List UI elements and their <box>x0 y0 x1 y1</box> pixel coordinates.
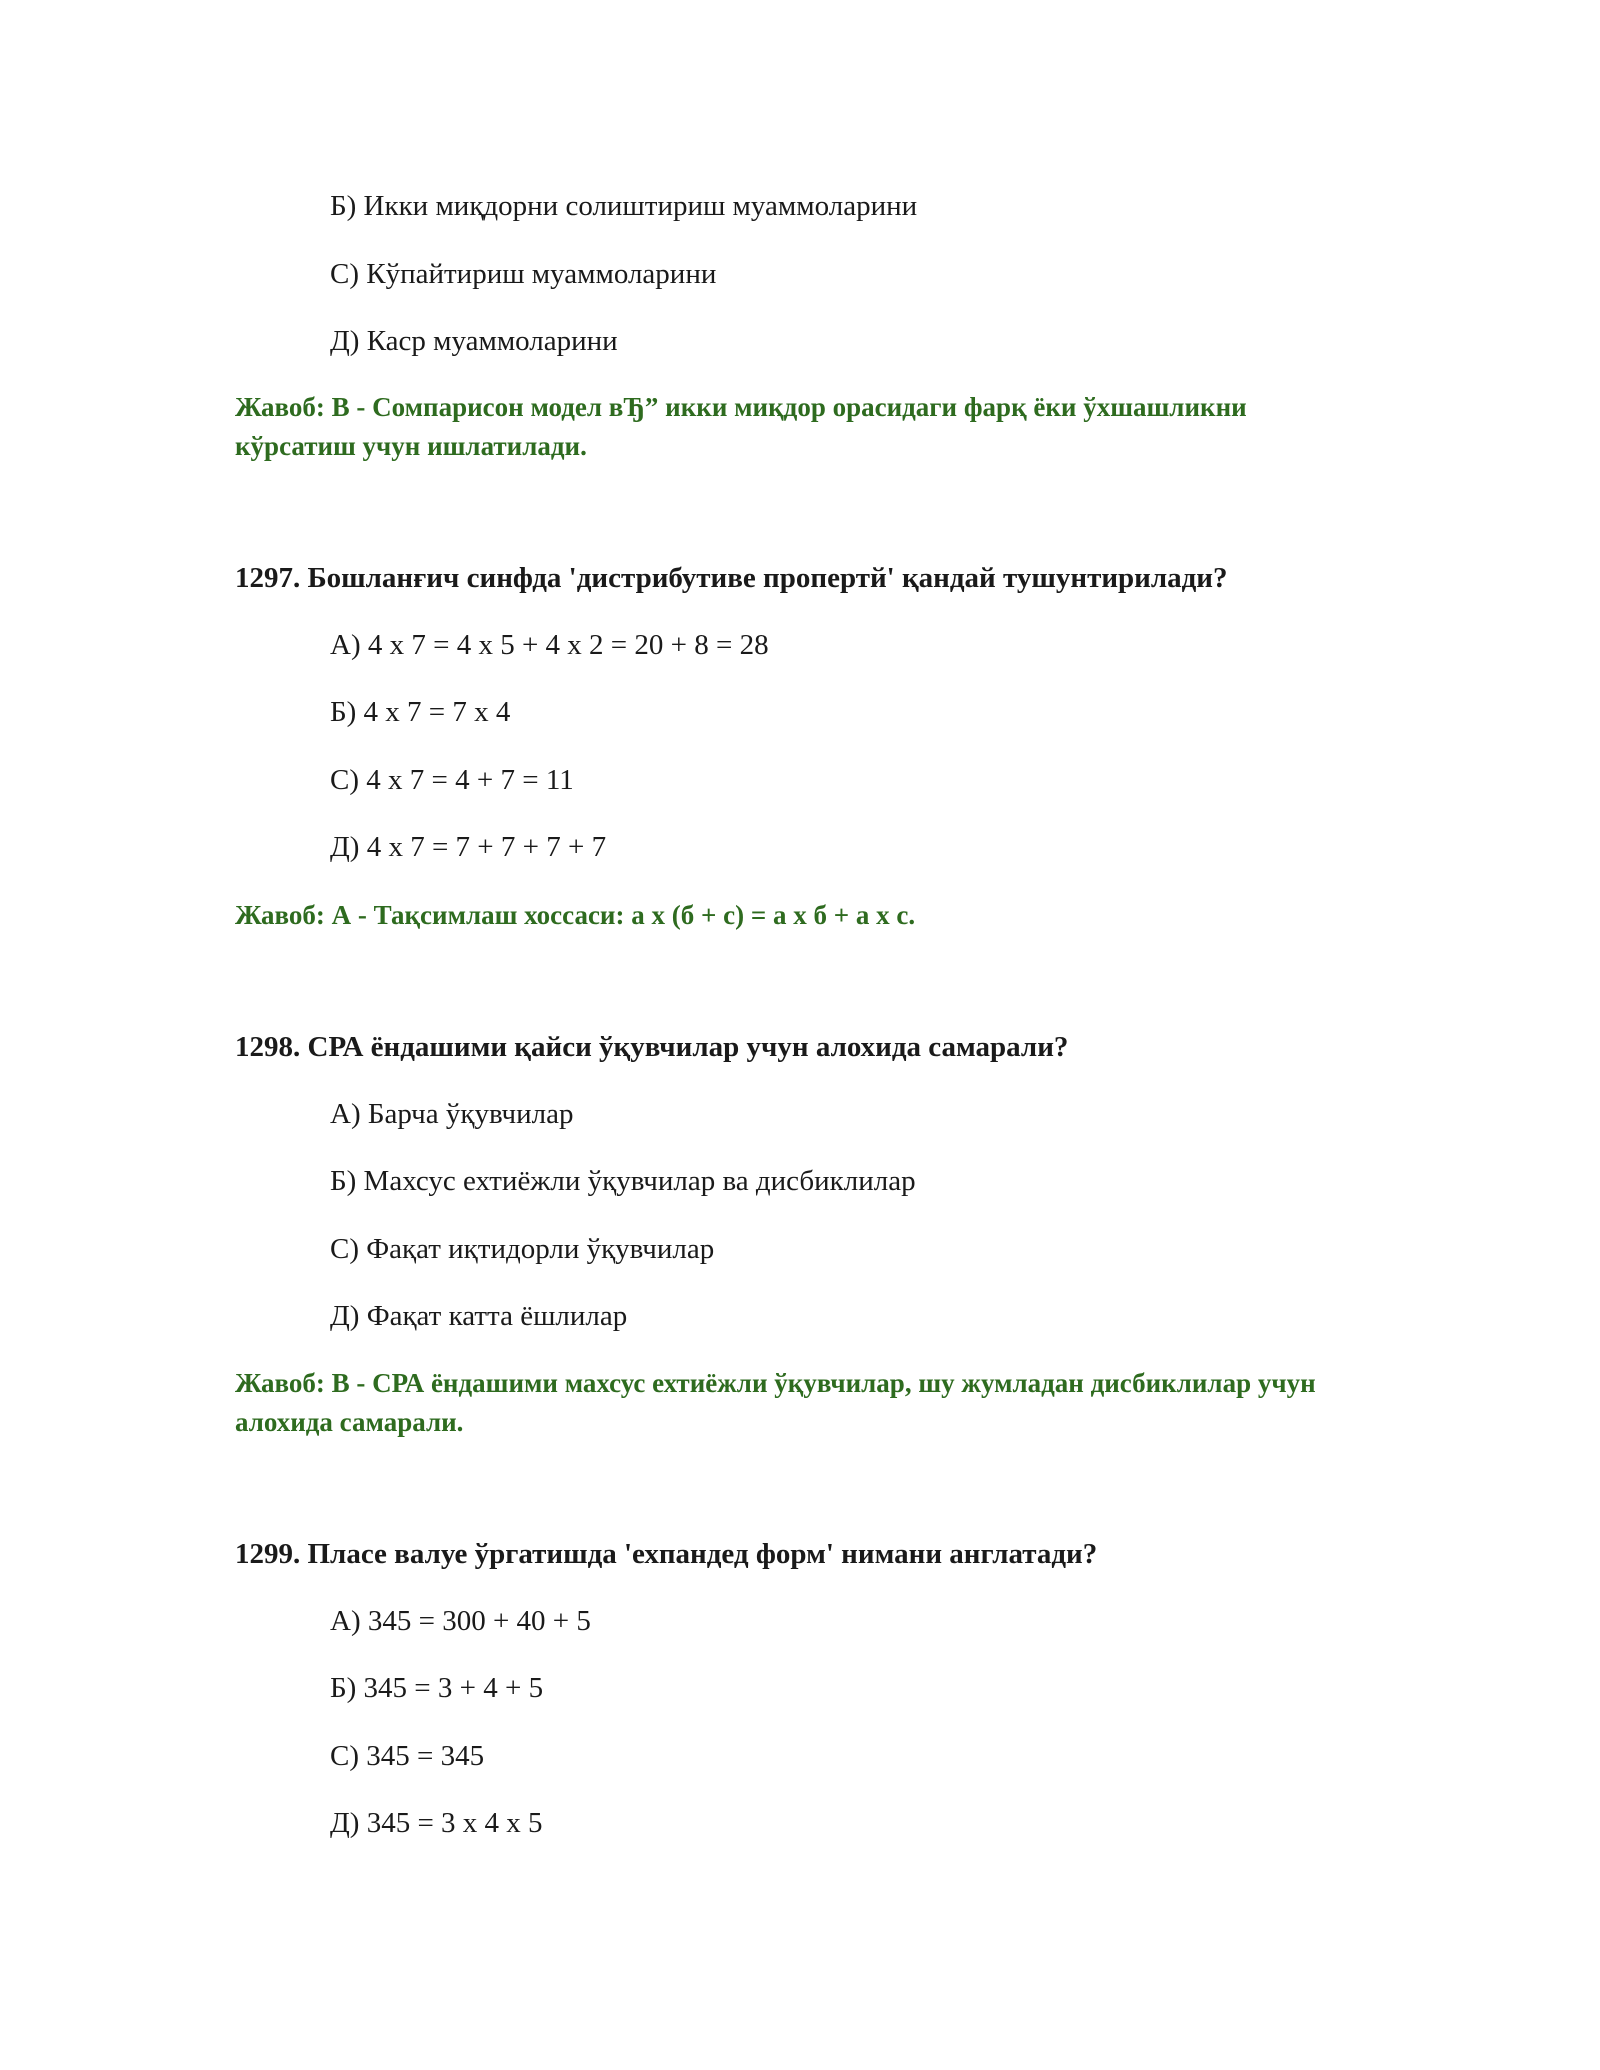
option-b-1299: Б) 345 = 3 + 4 + 5 <box>330 1672 544 1704</box>
option-a-1299: А) 345 = 300 + 40 + 5 <box>330 1605 591 1637</box>
option-b-1298: Б) Махсус ехтиёжли ўқувчилар ва дисбиклилар <box>330 1165 916 1197</box>
option-c-1296: С) Кўпайтириш муаммоларини <box>330 258 717 290</box>
option-b-1297: Б) 4 х 7 = 7 х 4 <box>330 696 511 728</box>
question-1299: 1299. Пласе валуе ўргатишда 'ехпандед форм' нимани англатади? <box>235 1538 1098 1570</box>
answer-1296: Жавоб: В - Сомпарисон модел вЂ” икки миқдор орасидаги фарқ ёки ўхшашликни кўрсатиш учун ишлатилади. <box>235 392 1247 461</box>
question-1298: 1298. СРА ёндашими қайси ўқувчилар учун алохида самарали? <box>235 1031 1069 1063</box>
option-d-1297: Д) 4 х 7 = 7 + 7 + 7 + 7 <box>330 831 607 863</box>
option-d-1296: Д) Каср муаммоларини <box>330 325 618 357</box>
option-d-1298: Д) Фақат катта ёшлилар <box>330 1300 628 1332</box>
option-d-1299: Д) 345 = 3 х 4 х 5 <box>330 1807 543 1839</box>
option-a-1298: А) Барча ўқувчилар <box>330 1098 574 1130</box>
answer-1298: Жавоб: В - СРА ёндашими махсус ехтиёжли ўқувчилар, шу жумладан дисбиклилар учун алохида самарали. <box>235 1368 1316 1437</box>
option-c-1298: С) Фақат иқтидорли ўқувчилар <box>330 1233 715 1265</box>
option-a-1297: А) 4 х 7 = 4 х 5 + 4 х 2 = 20 + 8 = 28 <box>330 629 769 661</box>
option-c-1297: С) 4 х 7 = 4 + 7 = 11 <box>330 764 574 796</box>
question-1297: 1297. Бошланғич синфда 'дистрибутиве пропертй' қандай тушунтирилади? <box>235 562 1228 594</box>
answer-1297: Жавоб: А - Тақсимлаш хоссаси: а х (б + с) = а х б + а х с. <box>235 900 916 930</box>
option-b-1296: Б) Икки миқдорни солиштириш муаммоларини <box>330 190 918 222</box>
option-c-1299: С) 345 = 345 <box>330 1740 485 1772</box>
